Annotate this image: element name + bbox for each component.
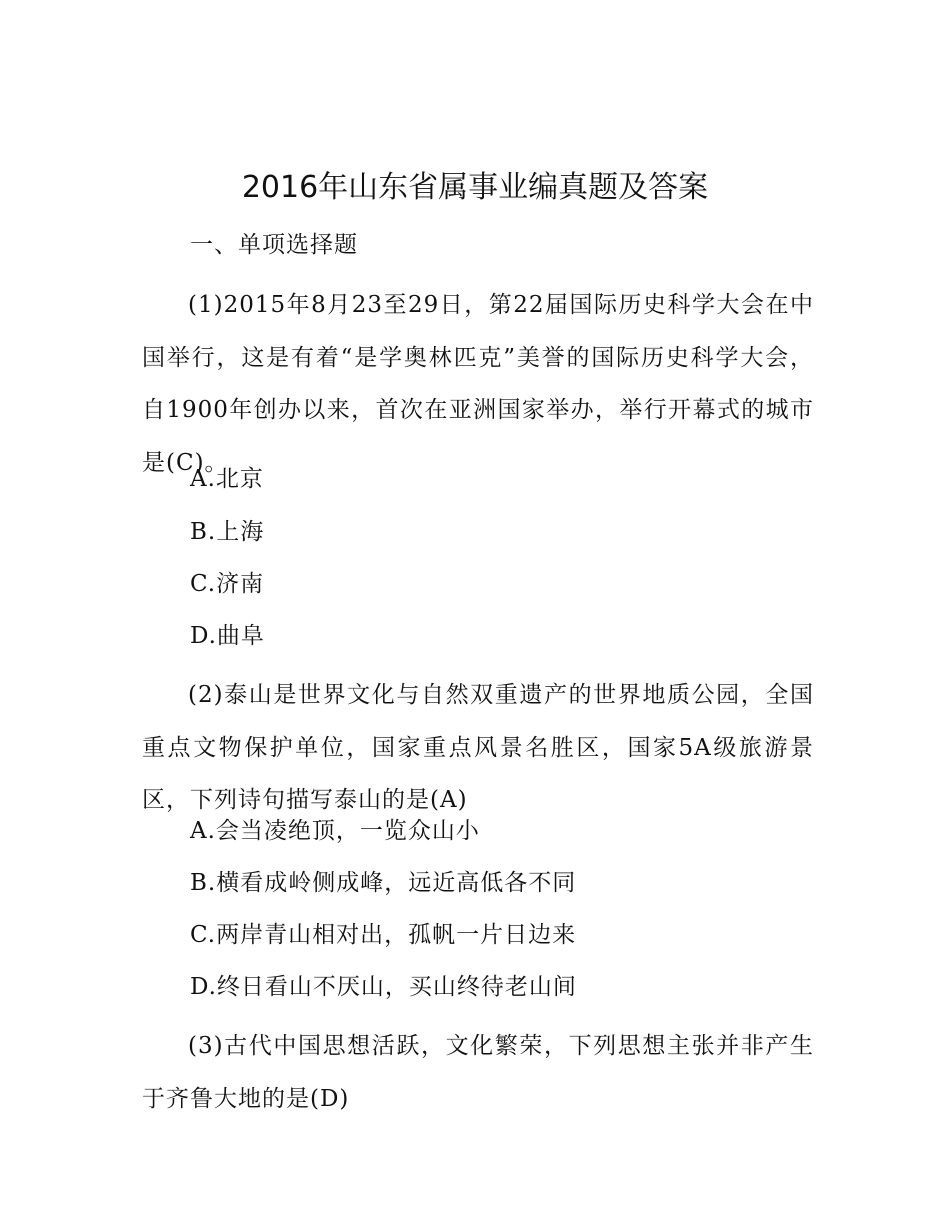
question-1-option-a: A.北京 <box>190 466 264 492</box>
question-2-stem: (2)泰山是世界文化与自然双重遗产的世界地质公园，全国重点文物保护单位，国家重点风景名胜区，国家5A级旅游景区，下列诗句描写泰山的是(A) <box>142 682 814 813</box>
document-title: 2016年山东省属事业编真题及答案 <box>241 170 709 205</box>
question-1-option-d: D.曲阜 <box>190 623 265 649</box>
question-1-option-b: B.上海 <box>190 519 265 545</box>
question-2-option-d: D.终日看山不厌山，买山终待老山间 <box>190 974 577 1000</box>
question-1-stem: (1)2015年8月23至29日，第22届国际历史科学大会在中国举行，这是有着“是学奥林匹克”美誉的国际历史科学大会，自1900年创办以来，首次在亚洲国家举办，举行开幕式的城市是(C)。 <box>142 292 814 476</box>
question-3-stem: (3)古代中国思想活跃，文化繁荣，下列思想主张并非产生于齐鲁大地的是(D) <box>142 1033 814 1112</box>
question-2-option-b: B.横看成岭侧成峰，远近高低各不同 <box>190 870 577 896</box>
question-2-option-c: C.两岸青山相对出，孤帆一片日边来 <box>190 922 577 948</box>
question-1-option-c: C.济南 <box>190 571 265 597</box>
section-heading: 一、单项选择题 <box>190 232 358 258</box>
question-2-option-a: A.会当凌绝顶，一览众山小 <box>190 818 480 844</box>
